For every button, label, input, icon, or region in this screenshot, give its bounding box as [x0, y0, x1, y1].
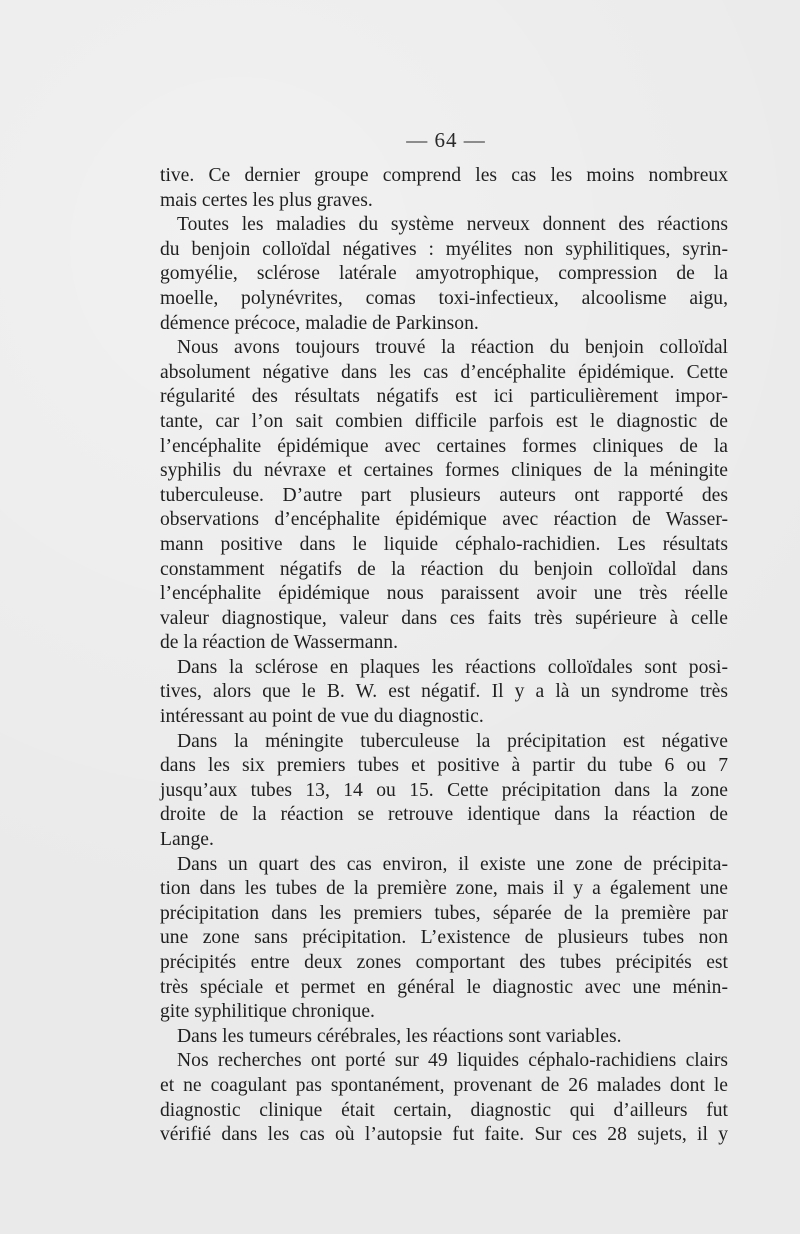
- text-line: tion dans les tubes de la première zone, mais il y a également une: [160, 878, 728, 900]
- text-line: jusqu’aux tubes 13, 14 ou 15. Cette précipitation dans la zone: [160, 779, 728, 801]
- text-line: gomyélie, sclérose latérale amyotrophique, compression de la: [160, 263, 728, 285]
- text-line: précipitation dans les premiers tubes, séparée de la première par: [160, 902, 728, 924]
- paragraph: [160, 1049, 728, 1147]
- paragraph: [160, 656, 728, 730]
- text-line: très spéciale et permet en général le diagnostic avec une ménin-: [160, 976, 728, 998]
- paragraph: [160, 730, 728, 853]
- text-line: Dans un quart des cas environ, il existe une zone de précipita-: [177, 853, 728, 875]
- text-line: observations d’encéphalite épidémique avec réaction de Wasser-: [160, 509, 728, 531]
- text-line: et ne coagulant pas spontanément, provenant de 26 malades dont le: [160, 1074, 728, 1096]
- text-line: Dans les tumeurs cérébrales, les réactions sont variables.: [177, 1025, 622, 1047]
- text-line: vérifié dans les cas où l’autopsie fut faite. Sur ces 28 sujets, il y: [160, 1124, 728, 1146]
- text-line: tive. Ce dernier groupe comprend les cas les moins nombreux: [160, 165, 728, 186]
- text-line: syphilis du névraxe et certaines formes cliniques de la méningite: [160, 460, 728, 482]
- paragraph: [160, 213, 728, 336]
- text-line: moelle, polynévrites, comas toxi-infectieux, alcoolisme aigu,: [160, 287, 728, 309]
- text-line: diagnostic clinique était certain, diagnostic qui d’ailleurs fut: [160, 1099, 728, 1121]
- text-line: intéressant au point de vue du diagnostic.: [160, 706, 484, 728]
- paragraph: [160, 1025, 728, 1050]
- text-line: de la réaction de Wassermann.: [160, 632, 398, 654]
- paragraph: [160, 853, 728, 1025]
- text-line: l’encéphalite épidémique avec certaines formes cliniques de la: [160, 435, 728, 457]
- text-line: démence précoce, maladie de Parkinson.: [160, 312, 479, 334]
- text-line: précipités entre deux zones comportant des tubes précipités est: [160, 952, 728, 973]
- text-line: Lange.: [160, 829, 214, 851]
- text-line: Toutes les maladies du système nerveux donnent des réactions: [177, 214, 728, 236]
- body-text: [160, 164, 728, 1148]
- text-line: une zone sans précipitation. L’existence de plusieurs tubes non: [160, 927, 728, 949]
- text-line: Dans la sclérose en plaques les réactions colloïdales sont posi-: [177, 656, 728, 678]
- paragraph: [160, 164, 728, 213]
- text-line: Dans la méningite tuberculeuse la précipitation est négative: [177, 730, 728, 752]
- text-line: tuberculeuse. D’autre part plusieurs auteurs ont rapporté des: [160, 484, 728, 506]
- text-line: tives, alors que le B. W. est négatif. Il y a là un syndrome très: [160, 681, 728, 703]
- paragraph: [160, 336, 728, 656]
- text-line: constamment négatifs de la réaction du benjoin colloïdal dans: [160, 558, 728, 580]
- text-line: mais certes les plus graves.: [160, 189, 373, 211]
- text-line: gite syphilitique chronique.: [160, 1001, 375, 1023]
- page-number: — 64 —: [406, 128, 486, 152]
- text-line: l’encéphalite épidémique nous paraissent avoir une très réelle: [160, 583, 728, 605]
- text-line: tante, car l’on sait combien difficile parfois est le diagnostic de: [160, 410, 728, 432]
- text-line: valeur diagnostique, valeur dans ces faits très supérieure à celle: [160, 607, 728, 629]
- text-line: droite de la réaction se retrouve identique dans la réaction de: [160, 804, 728, 826]
- text-line: du benjoin colloïdal négatives : myélites non syphilitiques, syrin-: [160, 238, 728, 260]
- text-line: Nous avons toujours trouvé la réaction du benjoin colloïdal: [177, 337, 728, 359]
- text-line: mann positive dans le liquide céphalo-rachidien. Les résultats: [160, 533, 728, 555]
- text-line: régularité des résultats négatifs est ici particulièrement impor-: [160, 386, 728, 408]
- text-line: absolument négative dans les cas d’encéphalite épidémique. Cette: [160, 361, 728, 383]
- text-line: dans les six premiers tubes et positive à partir du tube 6 ou 7: [160, 755, 728, 777]
- text-line: Nos recherches ont porté sur 49 liquides céphalo-rachidiens clairs: [177, 1050, 728, 1072]
